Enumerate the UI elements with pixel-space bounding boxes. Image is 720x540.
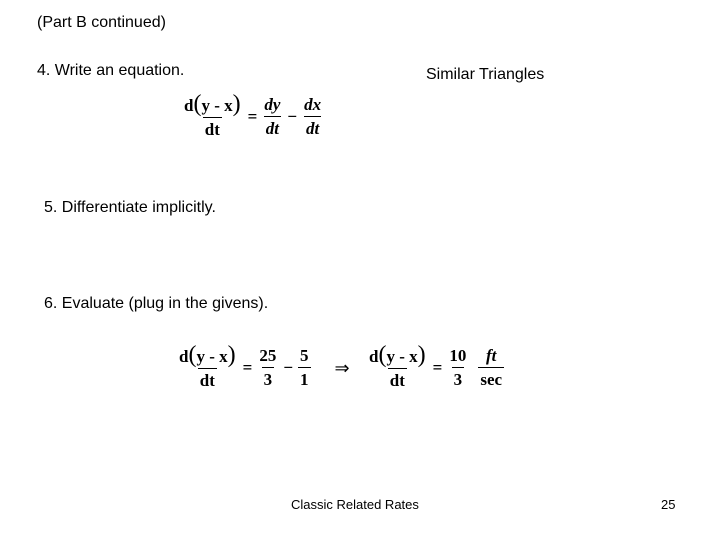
part-b-continued-heading: (Part B continued) [37,14,166,31]
equation-evaluate [175,342,353,391]
numerator: 25 [259,346,277,365]
denominator: 1 [298,367,311,390]
similar-triangles-label: Similar Triangles [426,66,545,83]
dy-numerator: dy [264,95,281,114]
paren-open: ( [193,91,202,117]
fraction-5-over-1 [298,346,311,390]
lhs-d: d [369,347,379,366]
paren-open: ( [188,342,197,368]
lhs-inner: y - x [201,96,233,115]
page-number: 25 [661,497,676,512]
lhs-fraction [182,91,243,140]
dt-denominator: dt [304,116,321,139]
footer-title: Classic Related Rates [291,497,419,512]
fraction-25-over-3 [257,346,278,390]
minus-sign: − [287,107,298,126]
equation-result [365,342,506,391]
lhs-numerator [177,342,238,368]
lhs-numerator [367,342,428,368]
unit-denominator: sec [478,367,504,390]
dx-numerator: dx [304,95,322,114]
numerator: 10 [449,346,467,365]
dy-dt-fraction [262,95,282,139]
dx-dt-fraction [302,95,323,139]
lhs-inner: y - x [196,347,228,366]
implies-arrow-icon: ⇒ [334,358,350,378]
equals-sign: = [247,107,258,126]
step-6-label: 6. Evaluate (plug in the givens). [44,295,269,312]
lhs-denominator: dt [388,368,407,391]
numerator: 5 [300,346,309,365]
lhs-d: d [179,347,189,366]
lhs-fraction [367,342,428,391]
paren-close: ) [417,342,426,368]
lhs-denominator: dt [203,117,222,140]
lhs-inner: y - x [386,347,418,366]
lhs-numerator [182,91,243,117]
denominator: 3 [452,367,465,390]
minus-sign: − [283,358,294,377]
step-5-label: 5. Differentiate implicitly. [44,199,216,216]
unit-ft-per-sec [478,346,504,390]
equation-write [180,91,325,140]
dt-denominator: dt [264,116,281,139]
equals-sign: = [242,358,253,377]
lhs-denominator: dt [198,368,217,391]
lhs-fraction [177,342,238,391]
step-4-label: 4. Write an equation. [37,62,185,79]
denominator: 3 [262,367,275,390]
equals-sign: = [432,358,443,377]
paren-open: ( [378,342,387,368]
lhs-d: d [184,96,194,115]
fraction-10-over-3 [447,346,468,390]
paren-close: ) [232,91,241,117]
paren-close: ) [227,342,236,368]
unit-numerator: ft [485,346,497,365]
